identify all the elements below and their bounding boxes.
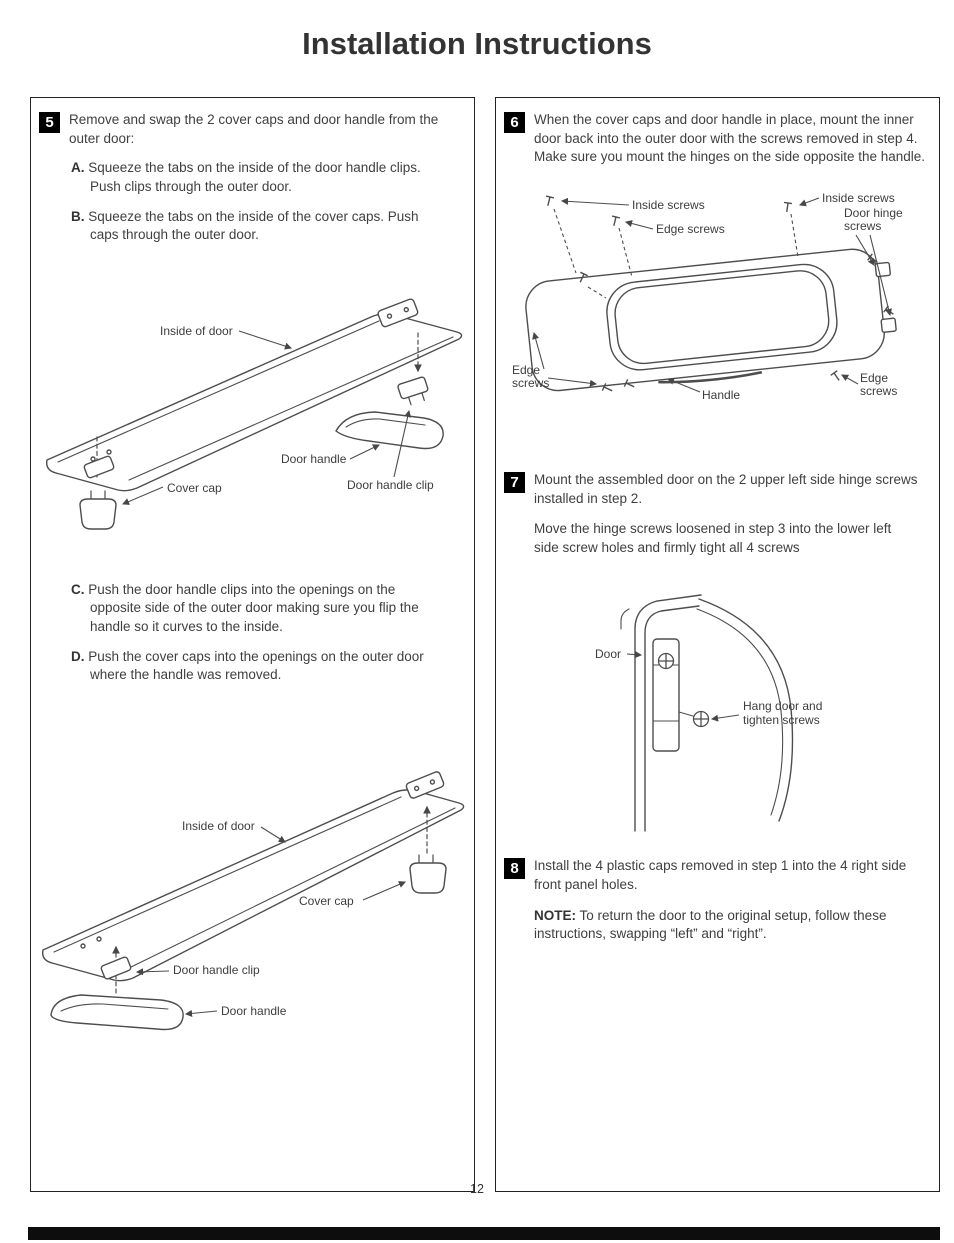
step-5a-label: A. bbox=[71, 160, 85, 176]
inside-screw bbox=[544, 196, 554, 207]
fig3-label-inside-screws-right: Inside screws bbox=[822, 190, 895, 205]
page-number: 12 bbox=[470, 1182, 484, 1196]
page-title: Installation Instructions bbox=[302, 26, 652, 61]
fig2-label-door-handle: Door handle bbox=[221, 1003, 287, 1018]
edge-screw bbox=[610, 216, 620, 227]
step-7 bbox=[504, 471, 925, 508]
hinge-screw bbox=[694, 712, 709, 727]
fig2-label-cover-cap: Cover cap bbox=[299, 893, 354, 908]
fig3-label-edge-screws-right-2: screws bbox=[860, 383, 898, 398]
step-5c-text: Push the door handle clips into the openings on the opposite side of the outer door making sure you flip the handle so it curves to the inside. bbox=[88, 581, 419, 634]
fig4-label-hang-door-2: tighten screws bbox=[743, 713, 820, 728]
left-column bbox=[30, 97, 475, 1192]
door-handle-part bbox=[51, 995, 183, 1030]
fig1-label-inside-of-door: Inside of door bbox=[160, 323, 233, 338]
step-6-number: 6 bbox=[504, 112, 525, 133]
step-8-text: Install the 4 plastic caps removed in step 1 into the 4 right side front panel holes. bbox=[534, 858, 907, 892]
hinge-tab bbox=[881, 318, 896, 332]
step-7-text: Mount the assembled door on the 2 upper left side hinge screws installed in step 2. bbox=[534, 471, 918, 506]
door-handle-part bbox=[336, 412, 443, 449]
step-5b bbox=[71, 208, 450, 245]
fig3-label-door-hinge-screws-1: Door hinge bbox=[844, 205, 903, 220]
figure-step6-mount-inner-door bbox=[504, 181, 936, 439]
step-8 bbox=[504, 857, 925, 894]
cover-cap-part bbox=[80, 491, 116, 529]
fig3-label-door-hinge-screws-2: screws bbox=[844, 218, 882, 233]
step-6 bbox=[504, 111, 925, 167]
step-5-number: 5 bbox=[39, 112, 60, 133]
step-5b-label: B. bbox=[71, 208, 85, 224]
step-5d-label: D. bbox=[71, 648, 85, 664]
step-7-number: 7 bbox=[504, 472, 525, 493]
step-5b-text: Squeeze the tabs on the inside of the cover caps. Push caps through the outer door. bbox=[88, 208, 419, 243]
fig1-label-cover-cap: Cover cap bbox=[167, 480, 222, 495]
step-5a-text: Squeeze the tabs on the inside of the door handle clips. Push clips through the outer door. bbox=[88, 160, 421, 194]
step-6-text: When the cover caps and door handle in place, mount the inner door back into the outer door with the screws removed in step 4. Make sure you mount the hinges on the side opposite the handle. bbox=[534, 112, 926, 165]
fig3-label-handle: Handle bbox=[702, 387, 741, 402]
figure-step5-swap-parts bbox=[33, 743, 471, 1043]
fig3-label-edge-screws-left-2: screws bbox=[512, 375, 550, 390]
fig4-label-hang-door-1: Hang door and bbox=[743, 699, 823, 714]
door-handle-clip-part bbox=[397, 376, 431, 407]
edge-screw bbox=[831, 371, 843, 383]
figure-step5-remove-parts bbox=[33, 261, 471, 551]
step-7-text-2: Move the hinge screws loosened in step 3 into the lower left side screw holes and firmly tight all 4 screws bbox=[534, 521, 892, 555]
fig4-label-door: Door bbox=[595, 647, 622, 662]
step-5d-text: Push the cover caps into the openings on the outer door where the handle was removed. bbox=[88, 648, 424, 683]
fig3-label-edge-screws-top: Edge screws bbox=[656, 221, 725, 236]
fig3-label-inside-screws-left: Inside screws bbox=[632, 197, 705, 212]
step-8-number: 8 bbox=[504, 858, 525, 879]
step-5 bbox=[39, 111, 460, 148]
step-8-note bbox=[534, 907, 919, 944]
fig3-label-edge-screws-left-1: Edge bbox=[512, 362, 541, 377]
step-5d bbox=[71, 648, 450, 685]
cover-cap-part bbox=[410, 855, 446, 893]
fig2-label-inside-of-door: Inside of door bbox=[182, 818, 255, 833]
step-5-text: Remove and swap the 2 cover caps and door handle from the outer door: bbox=[69, 112, 439, 146]
footer-bar bbox=[28, 1227, 940, 1240]
fig3-label-edge-screws-right-1: Edge bbox=[860, 370, 889, 385]
note-label: NOTE: bbox=[534, 907, 576, 923]
fig1-label-door-handle-clip: Door handle clip bbox=[347, 477, 434, 492]
figure-step7-hang-door bbox=[571, 569, 906, 839]
note-text: To return the door to the original setup, follow these instructions, swapping “left” and “right”. bbox=[534, 907, 887, 942]
right-column bbox=[495, 97, 940, 1192]
hinge-screw bbox=[659, 654, 674, 669]
step-5c-label: C. bbox=[71, 581, 85, 597]
step-5c bbox=[71, 581, 450, 637]
fig1-label-door-handle: Door handle bbox=[281, 451, 347, 466]
fig2-label-door-handle-clip: Door handle clip bbox=[173, 962, 260, 977]
inside-screw bbox=[783, 202, 792, 212]
step-5a bbox=[71, 159, 450, 196]
